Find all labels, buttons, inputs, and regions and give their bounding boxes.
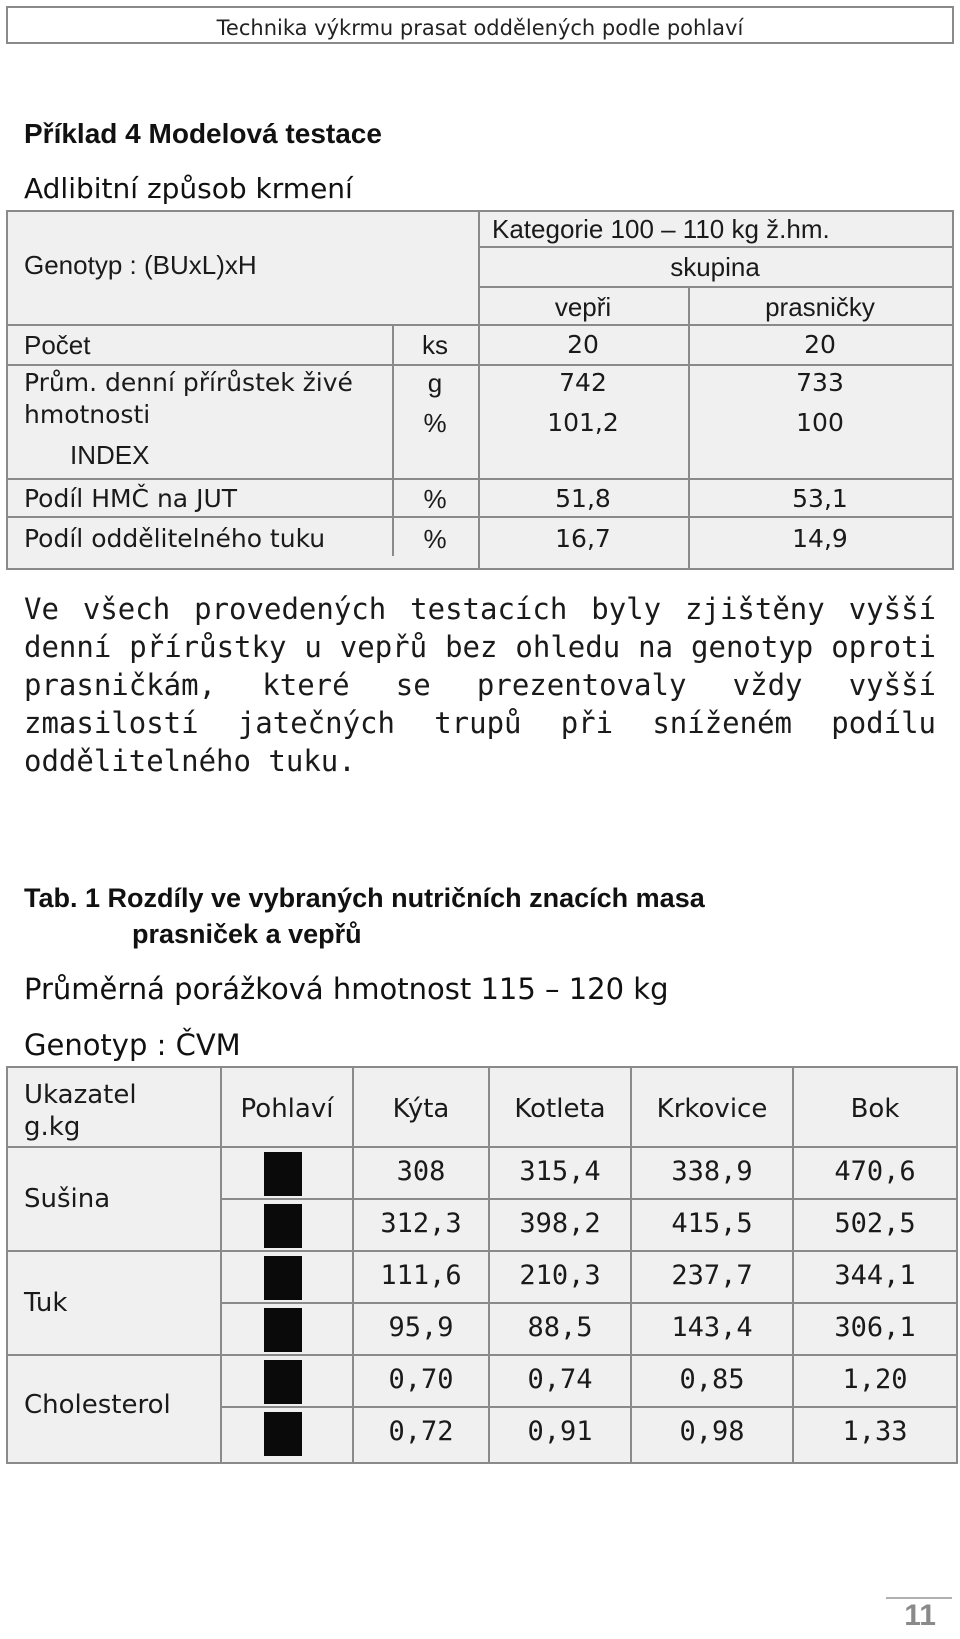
- col-boars: vepři: [554, 292, 612, 322]
- group-label-tuk: Tuk: [24, 1288, 68, 1318]
- header-indicator: Ukazatel: [24, 1080, 137, 1110]
- group-label-susina: Sušina: [24, 1184, 111, 1214]
- col-gilts: prasničky: [765, 292, 875, 322]
- table-cell: 88,5: [527, 1312, 593, 1343]
- table-caption-line1: Tab. 1 Rozdíly ve vybraných nutričních znacích masa: [24, 883, 705, 913]
- group-label: skupina: [670, 252, 760, 282]
- table-cell: 415,5: [671, 1208, 753, 1239]
- row-label: Počet: [24, 330, 91, 360]
- row-gilts-value: 733: [796, 368, 844, 397]
- table-cell: 338,9: [671, 1156, 753, 1187]
- genotype-cvm: Genotyp : ČVM: [24, 1028, 241, 1062]
- female-symbol-icon: [264, 1360, 302, 1404]
- row-unit: ks: [422, 330, 448, 360]
- row-label-line2: hmotnosti: [24, 400, 151, 429]
- header-col-kyta: Kýta: [392, 1094, 450, 1124]
- male-symbol-icon: [264, 1308, 302, 1352]
- female-symbol-icon: [264, 1256, 302, 1300]
- table-cell: 344,1: [834, 1260, 916, 1291]
- row-boars-value: 20: [567, 330, 599, 359]
- row-boars-value: 742: [559, 368, 607, 397]
- row-label: Podíl HMČ na JUT: [24, 484, 238, 513]
- nutrition-table: [6, 1066, 958, 1464]
- table-cell: 0,74: [527, 1364, 593, 1395]
- header-indicator-unit: g.kg: [24, 1112, 81, 1142]
- table-cell: 0,70: [388, 1364, 454, 1395]
- summary-paragraph: Ve všech provedených testacích byly zjištěny vyšší denní přírůstky u vepřů bez ohledu na genotyp oproti prasničkám, které se prezentovaly vždy vyšší zmasilostí jatečných trupů při sníženém podílu oddělitelného tuku.: [24, 592, 936, 778]
- table-cell: 237,7: [671, 1260, 753, 1291]
- row-label: Podíl oddělitelného tuku: [24, 524, 326, 553]
- row-label: Prům. denní přírůstek živé: [24, 368, 353, 397]
- male-symbol-icon: [264, 1412, 302, 1456]
- row-label-index: INDEX: [70, 440, 150, 470]
- male-symbol-icon: [264, 1204, 302, 1248]
- page-number: 11: [904, 1599, 936, 1632]
- header-sex: Pohlaví: [240, 1094, 334, 1124]
- table-cell: 95,9: [388, 1312, 454, 1343]
- table-cell: 306,1: [834, 1312, 916, 1343]
- row-gilts-index: 100: [796, 408, 844, 437]
- table-cell: 210,3: [519, 1260, 601, 1291]
- header-col-krkovice: Krkovice: [656, 1094, 768, 1124]
- row-gilts-value: 14,9: [792, 524, 848, 553]
- table-cell: 0,85: [679, 1364, 745, 1395]
- running-header: [6, 6, 954, 44]
- table-cell: 308: [396, 1156, 446, 1187]
- row-boars-index: 101,2: [547, 408, 619, 437]
- table-cell: 0,72: [388, 1416, 454, 1447]
- table-cell: 312,3: [380, 1208, 462, 1239]
- row-gilts-value: 20: [804, 330, 836, 359]
- table-cell: 0,91: [527, 1416, 593, 1447]
- table-cell: 1,33: [842, 1416, 908, 1447]
- table-caption-line2: prasniček a vepřů: [132, 919, 362, 949]
- row-boars-value: 16,7: [555, 524, 611, 553]
- table-cell: 143,4: [671, 1312, 753, 1343]
- row-unit: g: [427, 368, 443, 398]
- table-cell: 111,6: [380, 1260, 462, 1291]
- category-label: Kategorie 100 – 110 kg ž.hm.: [492, 214, 830, 244]
- row-unit: %: [423, 484, 447, 514]
- feeding-method: Adlibitní způsob krmení: [24, 172, 353, 205]
- row-unit-index: %: [423, 408, 447, 438]
- genotype-label: Genotyp : (BUxL)xH: [24, 250, 257, 280]
- example-title: Příklad 4 Modelová testace: [24, 118, 382, 149]
- female-symbol-icon: [264, 1152, 302, 1196]
- table-cell: 1,20: [842, 1364, 908, 1395]
- table-cell: 315,4: [519, 1156, 601, 1187]
- model-test-table: [6, 210, 954, 570]
- table-cell: 470,6: [834, 1156, 916, 1187]
- table-cell: 0,98: [679, 1416, 745, 1447]
- table-caption: [24, 880, 705, 952]
- header-col-bok: Bok: [850, 1094, 900, 1124]
- row-gilts-value: 53,1: [792, 484, 848, 513]
- row-boars-value: 51,8: [555, 484, 611, 513]
- header-title: Technika výkrmu prasat oddělených podle pohlaví: [216, 16, 744, 40]
- table-cell: 502,5: [834, 1208, 916, 1239]
- slaughter-weight: Průměrná porážková hmotnost 115 – 120 kg: [24, 972, 669, 1006]
- table-cell: 398,2: [519, 1208, 601, 1239]
- row-unit: %: [423, 524, 447, 554]
- group-label-cholesterol: Cholesterol: [24, 1390, 171, 1420]
- header-col-kotleta: Kotleta: [514, 1094, 606, 1124]
